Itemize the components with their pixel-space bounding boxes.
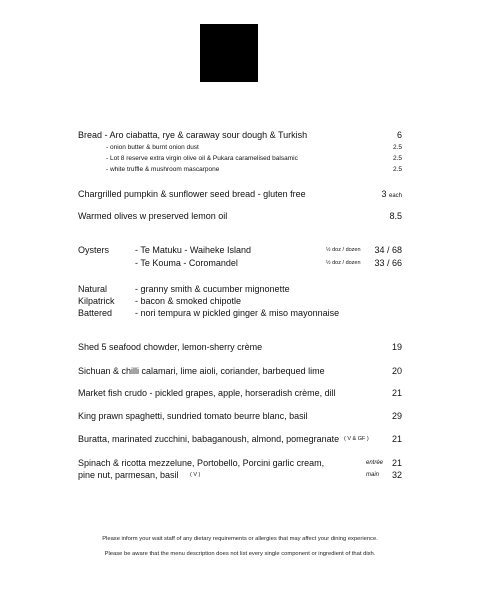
item-unit: each [388,193,402,199]
ingredient-disclaimer: Please be aware that the menu description does not list every single component or ingredient of that dish. [104,551,376,557]
style-desc: - granny smith & cucumber mignonette [135,284,290,294]
dietary-notice: Please inform your wait staff of any dietary requirements or allergies that may affect your dining experience. [102,536,378,542]
menu-item-chowder [0,340,480,354]
bread-option [0,154,480,164]
option-price: 2.5 [392,166,402,173]
menu-item-buratta [0,432,480,446]
bread-option [0,143,480,153]
style-label: Battered [78,308,113,318]
main-price: 32 [391,470,402,480]
oyster-price: 34 / 68 [374,245,402,255]
item-price: 20 [391,366,402,376]
dietary-tag: ( V & GF ) [344,436,369,442]
bread-option [0,165,480,175]
item-name: King prawn spaghetti, sundried tomato beurre blanc, basil [78,411,308,421]
item-name: Chargrilled pumpkin & sunflower seed bread - gluten free [78,189,306,199]
item-price: 6 [396,130,402,140]
option-price: 2.5 [392,155,402,162]
menu-item-calamari [0,364,480,378]
item-price: 21 [391,434,402,444]
menu-item-mezzelune-continued [0,468,480,482]
item-price: 19 [391,342,402,352]
style-desc: - bacon & smoked chipotle [135,296,242,306]
menu-item-prawn-spaghetti [0,409,480,423]
oyster-price: 33 / 66 [374,258,402,268]
oyster-row [0,256,480,270]
item-name: Spinach & ricotta mezzelune, Portobello, Porcini garlic cream, [78,458,325,468]
oyster-style [0,306,480,320]
menu-item-fish-crudo [0,386,480,400]
item-name: Buratta, marinated zucchini, babaganoush, almond, pomegranate [78,434,340,444]
menu-item-olives [0,209,480,223]
option-price: 2.5 [392,144,402,151]
oyster-name: - Te Matuku - Waiheke Island [135,245,252,255]
oyster-row [0,243,480,257]
menu-item-pumpkin-bread [0,187,480,201]
restaurant-logo [200,24,258,82]
style-desc: - nori tempura w pickled ginger & miso mayonnaise [135,308,340,318]
option-name: - Lot 8 reserve extra virgin olive oil & Pukara caramelised balsamic [106,155,298,162]
oyster-quantity: ½ doz / dozen [326,247,361,253]
dietary-tag: ( V ) [190,472,201,478]
option-name: - onion butter & burnt onion dust [106,144,199,151]
entree-price: 21 [391,458,402,468]
entree-label: entrée [366,460,384,466]
item-price: 3 [381,189,387,199]
style-label: Natural [78,284,108,294]
item-price: 21 [391,388,402,398]
option-name: - white truffle & mushroom mascarpone [106,166,220,173]
oysters-label: Oysters [78,245,110,255]
main-label: main [366,472,380,478]
item-name-continued: pine nut, parmesan, basil [78,470,179,480]
item-name: Shed 5 seafood chowder, lemon-sherry crème [78,342,263,352]
item-name: Sichuan & chilli calamari, lime aioli, coriander, barbequed lime [78,366,325,376]
menu-item-bread [0,128,480,142]
style-label: Kilpatrick [78,296,115,306]
oyster-quantity: ½ doz / dozen [326,260,361,266]
item-name: Warmed olives w preserved lemon oil [78,211,228,221]
item-name: Bread - Aro ciabatta, rye & caraway sour dough & Turkish [78,130,308,140]
item-price: 29 [391,411,402,421]
oyster-name: - Te Kouma - Coromandel [135,258,238,268]
item-name: Market fish crudo - pickled grapes, apple, horseradish crème, dill [78,388,336,398]
item-price: 8.5 [389,211,402,221]
